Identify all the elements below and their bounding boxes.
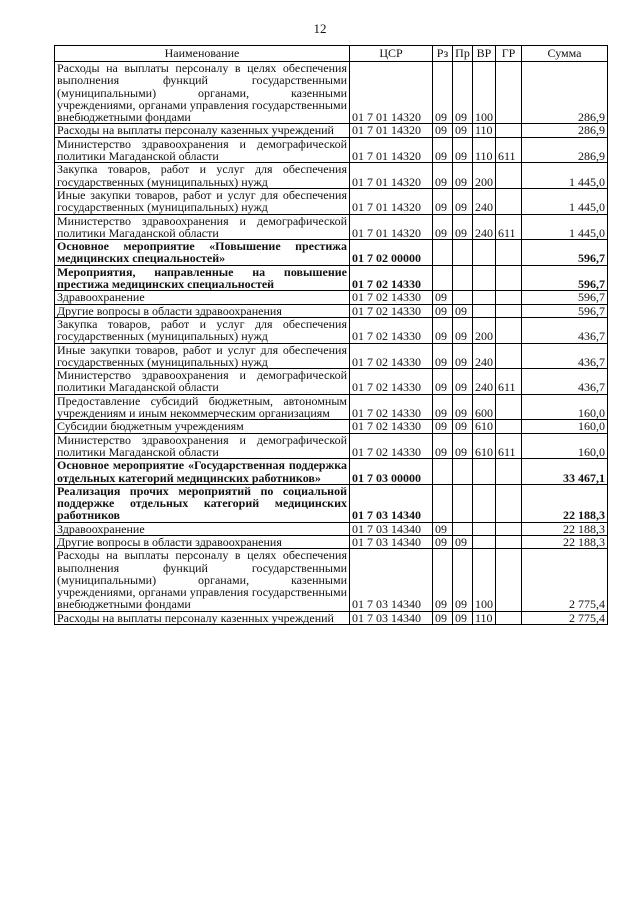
cell-sum: 160,0 <box>522 394 608 420</box>
cell-name: Министерство здравоохранения и демографической политики Магаданской области <box>55 369 350 395</box>
cell-csr: 01 7 02 14330 <box>350 394 433 420</box>
header-pr: Пр <box>453 46 473 62</box>
cell-sum: 2 775,4 <box>522 549 608 611</box>
cell-gr <box>496 343 522 369</box>
cell-pr: 09 <box>453 369 473 395</box>
cell-csr: 01 7 02 00000 <box>350 240 433 266</box>
cell-gr: 611 <box>496 214 522 240</box>
cell-name: Иные закупки товаров, работ и услуг для обеспечения государственных (муниципальных) нужд <box>55 188 350 214</box>
table-row <box>55 343 608 369</box>
cell-rz: 09 <box>433 522 453 535</box>
cell-csr: 01 7 03 14340 <box>350 611 433 624</box>
header-rz: Рз <box>433 46 453 62</box>
table-row <box>55 522 608 535</box>
cell-csr: 01 7 02 14330 <box>350 317 433 343</box>
table-row <box>55 369 608 395</box>
header-gr: ГР <box>496 46 522 62</box>
cell-csr: 01 7 03 14340 <box>350 484 433 522</box>
cell-vr: 240 <box>473 343 496 369</box>
cell-pr <box>453 459 473 485</box>
cell-name: Другие вопросы в области здравоохранения <box>55 535 350 548</box>
header-sum: Сумма <box>522 46 608 62</box>
cell-sum: 160,0 <box>522 420 608 433</box>
cell-vr <box>473 459 496 485</box>
cell-csr: 01 7 03 14340 <box>350 535 433 548</box>
cell-pr: 09 <box>453 188 473 214</box>
cell-vr: 100 <box>473 549 496 611</box>
cell-pr: 09 <box>453 124 473 137</box>
cell-pr: 09 <box>453 394 473 420</box>
cell-gr: 611 <box>496 137 522 163</box>
cell-vr: 110 <box>473 137 496 163</box>
header-csr: ЦСР <box>350 46 433 62</box>
cell-name: Министерство здравоохранения и демографической политики Магаданской области <box>55 137 350 163</box>
cell-name: Мероприятия, направленные на повышение престижа медицинских специальностей <box>55 265 350 291</box>
cell-csr: 01 7 01 14320 <box>350 214 433 240</box>
cell-csr: 01 7 02 14330 <box>350 304 433 317</box>
cell-rz: 09 <box>433 291 453 304</box>
cell-csr: 01 7 02 14330 <box>350 420 433 433</box>
table-row <box>55 163 608 189</box>
cell-vr: 110 <box>473 124 496 137</box>
cell-csr: 01 7 03 00000 <box>350 459 433 485</box>
cell-gr <box>496 549 522 611</box>
cell-pr <box>453 265 473 291</box>
cell-pr: 09 <box>453 62 473 124</box>
cell-vr <box>473 535 496 548</box>
cell-gr <box>496 304 522 317</box>
cell-rz: 09 <box>433 188 453 214</box>
cell-rz: 09 <box>433 214 453 240</box>
cell-name: Закупка товаров, работ и услуг для обеспечения государственных (муниципальных) нужд <box>55 163 350 189</box>
table-row <box>55 459 608 485</box>
cell-gr <box>496 163 522 189</box>
table-row <box>55 137 608 163</box>
cell-gr <box>496 188 522 214</box>
cell-rz: 09 <box>433 394 453 420</box>
page-number: 12 <box>313 21 327 36</box>
cell-name: Здравоохранение <box>55 522 350 535</box>
table-row <box>55 214 608 240</box>
cell-sum: 596,7 <box>522 240 608 266</box>
cell-gr <box>496 240 522 266</box>
budget-table <box>54 45 608 625</box>
cell-name: Министерство здравоохранения и демографической политики Магаданской области <box>55 433 350 459</box>
cell-pr: 09 <box>453 549 473 611</box>
table-row <box>55 535 608 548</box>
cell-csr: 01 7 01 14320 <box>350 163 433 189</box>
cell-sum: 286,9 <box>522 62 608 124</box>
table-header-row <box>55 46 608 62</box>
cell-sum: 33 467,1 <box>522 459 608 485</box>
cell-name: Расходы на выплаты персоналу в целях обеспечения выполнения функций государственными (муниципальными) органами, казенными учреждениями, органами управления государственными внебюджетными фондами <box>55 62 350 124</box>
cell-rz: 09 <box>433 369 453 395</box>
cell-sum: 286,9 <box>522 124 608 137</box>
cell-name: Здравоохранение <box>55 291 350 304</box>
cell-rz <box>433 459 453 485</box>
cell-rz: 09 <box>433 137 453 163</box>
cell-csr: 01 7 03 14340 <box>350 522 433 535</box>
cell-rz: 09 <box>433 124 453 137</box>
cell-pr: 09 <box>453 137 473 163</box>
cell-name: Предоставление субсидий бюджетным, автономным учреждениям и иным некоммерческим организациям <box>55 394 350 420</box>
cell-csr: 01 7 01 14320 <box>350 137 433 163</box>
header-vr: ВР <box>473 46 496 62</box>
cell-rz: 09 <box>433 163 453 189</box>
cell-vr: 240 <box>473 214 496 240</box>
cell-pr: 09 <box>453 317 473 343</box>
table-row <box>55 240 608 266</box>
cell-rz: 09 <box>433 433 453 459</box>
cell-name: Реализация прочих мероприятий по социальной поддержке отдельных категорий медицинских работников <box>55 484 350 522</box>
cell-pr: 09 <box>453 304 473 317</box>
cell-sum: 22 188,3 <box>522 535 608 548</box>
cell-name: Расходы на выплаты персоналу казенных учреждений <box>55 611 350 624</box>
cell-vr: 110 <box>473 611 496 624</box>
cell-pr: 09 <box>453 420 473 433</box>
cell-rz: 09 <box>433 62 453 124</box>
cell-gr <box>496 484 522 522</box>
cell-sum: 1 445,0 <box>522 188 608 214</box>
cell-vr: 240 <box>473 188 496 214</box>
cell-vr: 610 <box>473 433 496 459</box>
cell-sum: 286,9 <box>522 137 608 163</box>
cell-sum: 596,7 <box>522 304 608 317</box>
cell-pr: 09 <box>453 535 473 548</box>
cell-name: Расходы на выплаты персоналу казенных учреждений <box>55 124 350 137</box>
cell-rz <box>433 484 453 522</box>
cell-pr: 09 <box>453 214 473 240</box>
cell-pr <box>453 484 473 522</box>
cell-name: Основное мероприятие «Повышение престижа медицинских специальностей» <box>55 240 350 266</box>
cell-name: Иные закупки товаров, работ и услуг для обеспечения государственных (муниципальных) нужд <box>55 343 350 369</box>
table-body <box>55 62 608 625</box>
table-row <box>55 304 608 317</box>
cell-name: Субсидии бюджетным учреждениям <box>55 420 350 433</box>
cell-csr: 01 7 02 14330 <box>350 343 433 369</box>
cell-rz <box>433 240 453 266</box>
table-row <box>55 394 608 420</box>
cell-sum: 22 188,3 <box>522 522 608 535</box>
cell-vr: 200 <box>473 163 496 189</box>
cell-vr: 240 <box>473 369 496 395</box>
cell-gr: 611 <box>496 369 522 395</box>
cell-csr: 01 7 02 14330 <box>350 369 433 395</box>
cell-rz: 09 <box>433 611 453 624</box>
cell-gr <box>496 124 522 137</box>
cell-sum: 1 445,0 <box>522 214 608 240</box>
cell-sum: 596,7 <box>522 291 608 304</box>
cell-csr: 01 7 01 14320 <box>350 124 433 137</box>
cell-name: Расходы на выплаты персоналу в целях обеспечения выполнения функций государственными (муниципальными) органами, казенными учреждениями, органами управления государственными внебюджетными фондами <box>55 549 350 611</box>
table-row <box>55 420 608 433</box>
table-row <box>55 317 608 343</box>
cell-sum: 436,7 <box>522 369 608 395</box>
table-row <box>55 433 608 459</box>
cell-sum: 22 188,3 <box>522 484 608 522</box>
cell-sum: 596,7 <box>522 265 608 291</box>
cell-gr <box>496 62 522 124</box>
cell-gr: 611 <box>496 433 522 459</box>
cell-gr <box>496 535 522 548</box>
cell-rz: 09 <box>433 317 453 343</box>
cell-pr <box>453 522 473 535</box>
cell-gr <box>496 611 522 624</box>
table-row <box>55 188 608 214</box>
cell-csr: 01 7 02 14330 <box>350 291 433 304</box>
cell-sum: 2 775,4 <box>522 611 608 624</box>
cell-vr: 600 <box>473 394 496 420</box>
cell-gr <box>496 522 522 535</box>
cell-name: Закупка товаров, работ и услуг для обеспечения государственных (муниципальных) нужд <box>55 317 350 343</box>
cell-gr <box>496 291 522 304</box>
table-row <box>55 265 608 291</box>
table-row <box>55 549 608 611</box>
table-row <box>55 124 608 137</box>
cell-pr: 09 <box>453 611 473 624</box>
cell-sum: 160,0 <box>522 433 608 459</box>
cell-rz: 09 <box>433 549 453 611</box>
header-name: Наименование <box>55 46 350 62</box>
cell-csr: 01 7 01 14320 <box>350 188 433 214</box>
cell-vr <box>473 240 496 266</box>
cell-sum: 436,7 <box>522 317 608 343</box>
cell-gr <box>496 394 522 420</box>
cell-name: Министерство здравоохранения и демографической политики Магаданской области <box>55 214 350 240</box>
cell-vr <box>473 265 496 291</box>
cell-rz: 09 <box>433 343 453 369</box>
cell-pr: 09 <box>453 433 473 459</box>
cell-vr <box>473 484 496 522</box>
cell-rz <box>433 265 453 291</box>
cell-pr: 09 <box>453 343 473 369</box>
cell-pr: 09 <box>453 163 473 189</box>
table-row <box>55 291 608 304</box>
table-row <box>55 484 608 522</box>
cell-sum: 436,7 <box>522 343 608 369</box>
cell-csr: 01 7 01 14320 <box>350 62 433 124</box>
cell-rz: 09 <box>433 535 453 548</box>
cell-gr <box>496 317 522 343</box>
cell-name: Основное мероприятие «Государственная поддержка отдельных категорий медицинских работников» <box>55 459 350 485</box>
cell-vr: 100 <box>473 62 496 124</box>
cell-vr: 610 <box>473 420 496 433</box>
cell-pr <box>453 291 473 304</box>
cell-sum: 1 445,0 <box>522 163 608 189</box>
cell-vr: 200 <box>473 317 496 343</box>
cell-gr <box>496 265 522 291</box>
table-row <box>55 611 608 624</box>
cell-gr <box>496 420 522 433</box>
cell-rz: 09 <box>433 420 453 433</box>
cell-csr: 01 7 02 14330 <box>350 433 433 459</box>
cell-csr: 01 7 03 14340 <box>350 549 433 611</box>
cell-name: Другие вопросы в области здравоохранения <box>55 304 350 317</box>
cell-vr <box>473 291 496 304</box>
cell-rz: 09 <box>433 304 453 317</box>
cell-csr: 01 7 02 14330 <box>350 265 433 291</box>
table-row <box>55 62 608 124</box>
cell-vr <box>473 522 496 535</box>
cell-vr <box>473 304 496 317</box>
cell-gr <box>496 459 522 485</box>
cell-pr <box>453 240 473 266</box>
